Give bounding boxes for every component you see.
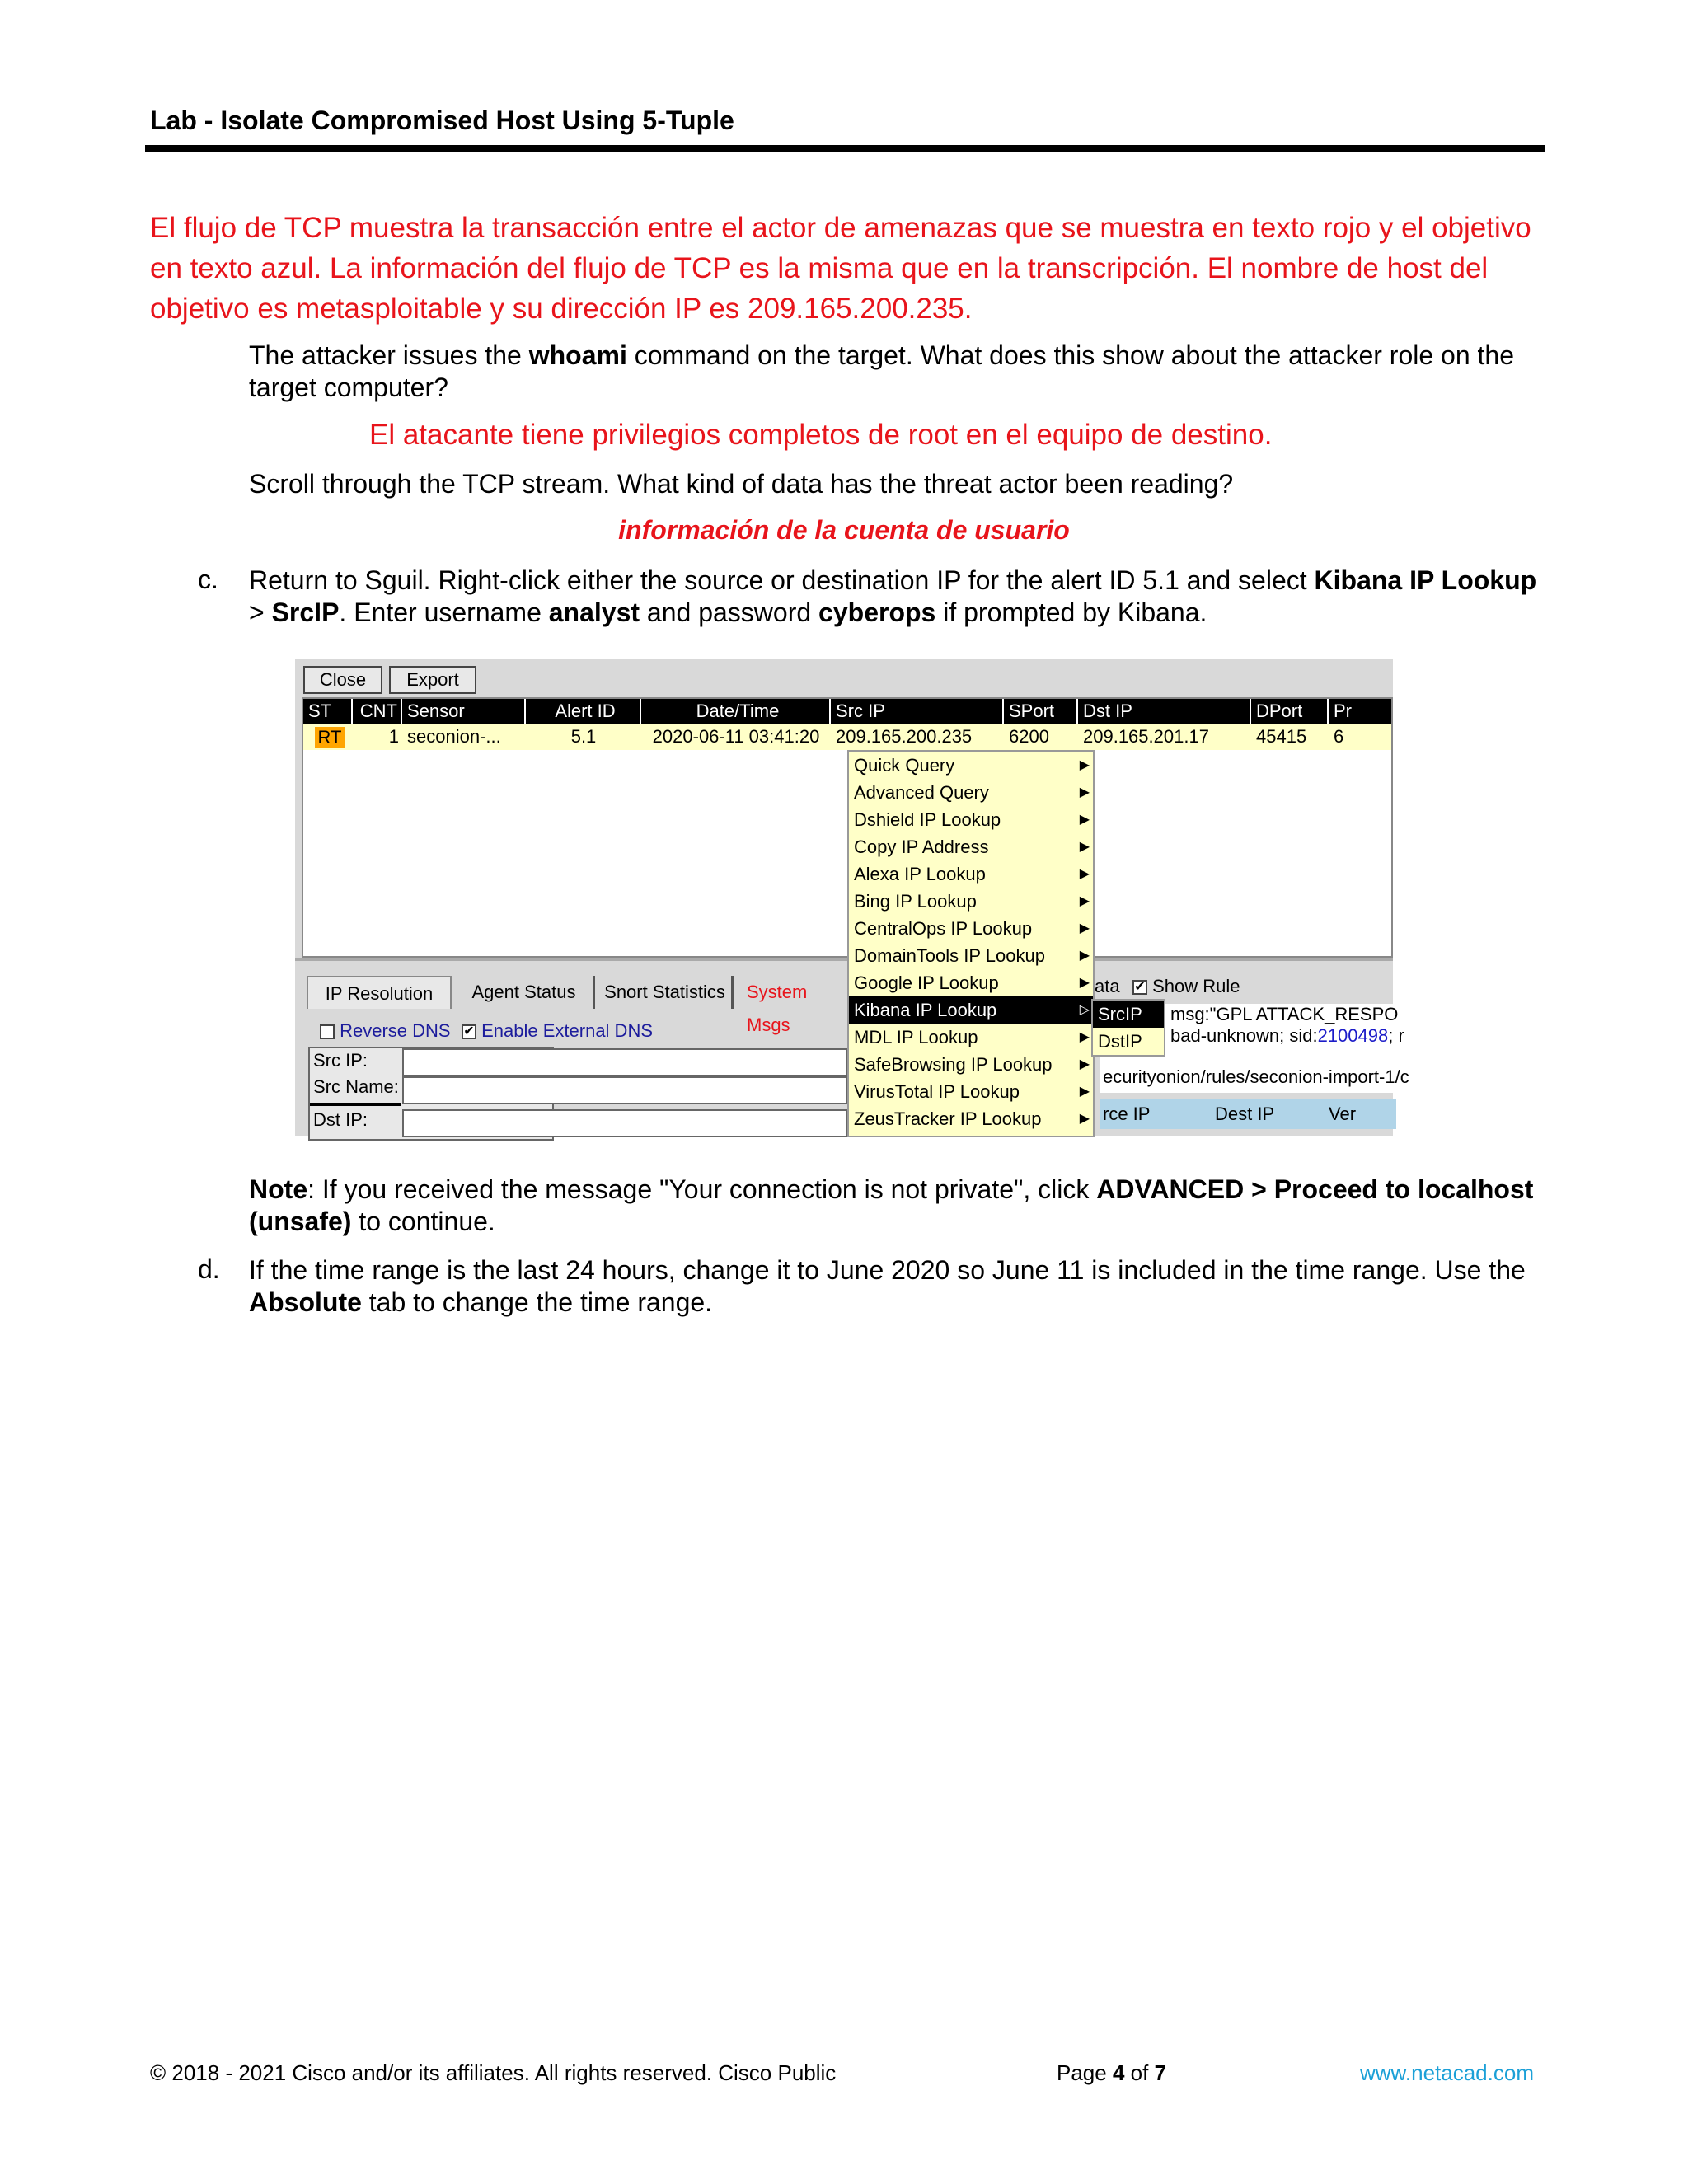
rule-sid: 2100498 bbox=[1317, 1025, 1389, 1046]
col-pr[interactable]: Pr bbox=[1334, 701, 1352, 721]
packet-header bbox=[1100, 1099, 1396, 1129]
cell-dst-ip[interactable]: 209.165.201.17 bbox=[1083, 726, 1209, 747]
step-c-t5: if prompted by Kibana. bbox=[935, 598, 1207, 627]
cell-sport: 6200 bbox=[1009, 726, 1049, 747]
menu-item-label: DomainTools IP Lookup bbox=[854, 945, 1045, 966]
note-label: Note bbox=[249, 1174, 308, 1204]
arrow-right-icon: ▶ bbox=[1079, 867, 1090, 881]
cell-pr: 6 bbox=[1334, 726, 1344, 747]
pkt-col-dest-ip: Dest IP bbox=[1215, 1104, 1275, 1124]
cell-datetime: 2020-06-11 03:41:20 bbox=[652, 726, 820, 747]
col-dport[interactable]: DPort bbox=[1251, 699, 1329, 724]
arrow-right-icon: ▶ bbox=[1079, 840, 1090, 854]
col-sensor[interactable]: Sensor bbox=[402, 699, 526, 724]
cell-dport: 45415 bbox=[1256, 726, 1307, 747]
step-c-marker: c. bbox=[198, 565, 218, 594]
menu-item-label: Quick Query bbox=[854, 755, 955, 776]
tab-ip-resolution[interactable]: IP Resolution bbox=[307, 976, 452, 1009]
menu-item-label: Kibana IP Lookup bbox=[854, 1000, 997, 1020]
show-rule-label: Show Rule bbox=[1152, 976, 1240, 996]
lower-panel bbox=[295, 958, 1409, 1136]
rule-path: ecurityonion/rules/seconion-import-1/c bbox=[1100, 1062, 1396, 1093]
menu-item-label: VirusTotal IP Lookup bbox=[854, 1081, 1020, 1102]
step-c-b2: SrcIP bbox=[271, 598, 340, 627]
tab-system-msgs[interactable]: System Msgs bbox=[747, 982, 808, 1035]
col-dst-ip[interactable]: Dst IP bbox=[1078, 699, 1251, 724]
step-c-t1: Return to Sguil. Right-click either the source or destination IP for the alert ID 5.1 and select bbox=[249, 565, 1315, 595]
menu-item-virustotal[interactable] bbox=[849, 1078, 1093, 1105]
show-rule-option[interactable] bbox=[1132, 976, 1240, 997]
cell-alert-id: 5.1 bbox=[570, 726, 597, 747]
arrow-right-icon: ▶ bbox=[1079, 758, 1090, 772]
reverse-dns-checkbox[interactable] bbox=[320, 1024, 335, 1039]
submenu-item-srcip[interactable]: SrcIP bbox=[1093, 1001, 1164, 1028]
src-name-label: Src Name: bbox=[313, 1076, 399, 1097]
step-c-t3: . Enter username bbox=[339, 598, 549, 627]
show-packet-data-label: ata bbox=[1095, 976, 1120, 996]
page-num: 4 bbox=[1112, 2060, 1125, 2085]
header-divider bbox=[145, 145, 1545, 152]
menu-item-label: ZeusTracker IP Lookup bbox=[854, 1108, 1042, 1129]
close-button[interactable]: Close bbox=[303, 666, 382, 694]
arrow-right-icon: ▶ bbox=[1079, 949, 1090, 963]
rule-class: bad-unknown; sid: bbox=[1170, 1025, 1318, 1046]
q1-post: command on the target. What does this show about the attacker role on the target computer? bbox=[249, 340, 1515, 402]
menu-item-zeustracker[interactable] bbox=[849, 1105, 1093, 1132]
step-c-t4: and password bbox=[640, 598, 819, 627]
step-d-marker: d. bbox=[198, 1254, 220, 1284]
col-sport[interactable]: SPort bbox=[1004, 699, 1078, 724]
arrow-right-icon: ▶ bbox=[1079, 976, 1090, 990]
page-header-title: Lab - Isolate Compromised Host Using 5-Tuple bbox=[150, 105, 734, 135]
tab-snort-statistics[interactable]: Snort Statistics bbox=[598, 976, 734, 1009]
menu-item-label: SafeBrowsing IP Lookup bbox=[854, 1054, 1053, 1075]
menu-item-label: Google IP Lookup bbox=[854, 972, 999, 993]
arrow-right-icon: ▷ bbox=[1079, 1003, 1090, 1017]
step-c-t2: > bbox=[249, 598, 272, 627]
arrow-right-icon: ▶ bbox=[1079, 1057, 1090, 1071]
menu-item-domaintools[interactable] bbox=[849, 942, 1093, 969]
note-t1: : If you received the message "Your connection is not private", click bbox=[307, 1174, 1097, 1204]
col-datetime[interactable]: Date/Time bbox=[641, 699, 831, 724]
step-d-t2: tab to change the time range. bbox=[361, 1287, 713, 1317]
q1-pre: The attacker issues the bbox=[249, 340, 529, 370]
src-ip-field[interactable] bbox=[402, 1048, 847, 1076]
arrow-right-icon: ▶ bbox=[1079, 813, 1090, 827]
tab-agent-status[interactable]: Agent Status bbox=[455, 976, 595, 1009]
col-st[interactable]: ST bbox=[303, 699, 353, 724]
step-c-b3: analyst bbox=[548, 598, 640, 627]
menu-item-dshield[interactable] bbox=[849, 806, 1093, 833]
menu-item-safebrowsing[interactable] bbox=[849, 1051, 1093, 1078]
sguil-screenshot bbox=[295, 659, 1409, 1136]
arrow-right-icon: ▶ bbox=[1079, 1085, 1090, 1099]
page-pre: Page bbox=[1057, 2060, 1113, 2085]
menu-item-label: Copy IP Address bbox=[854, 837, 989, 857]
intro-answer-text: El flujo de TCP muestra la transacción entre el actor de amenazas que se muestra en texto rojo y el objetivo en texto azul. La información del flujo de TCP es la misma que en la transcripción. El nombre de host del objetivo es metasploitable y su dirección IP es 209.165.200.235. bbox=[150, 212, 1531, 325]
step-d-bold: Absolute bbox=[249, 1287, 362, 1317]
rule-tail: ; r bbox=[1388, 1025, 1404, 1046]
cell-sensor: seconion-... bbox=[407, 726, 501, 747]
arrow-right-icon: ▶ bbox=[1079, 894, 1090, 908]
alerts-table-header bbox=[303, 699, 1391, 724]
menu-item-advanced-query[interactable] bbox=[849, 779, 1093, 806]
menu-item-label: MDL IP Lookup bbox=[854, 1027, 978, 1047]
src-name-field[interactable] bbox=[402, 1076, 847, 1104]
show-rule-checkbox[interactable]: ✔ bbox=[1132, 980, 1147, 995]
step-d-t1: If the time range is the last 24 hours, change it to June 2020 so June 11 is included in the time range. Use the bbox=[249, 1255, 1526, 1285]
arrow-right-icon: ▶ bbox=[1079, 1030, 1090, 1044]
footer-link[interactable]: www.netacad.com bbox=[1360, 2060, 1534, 2085]
step-c-text bbox=[249, 565, 1543, 629]
answer-whoami: El atacante tiene privilegios completos de root en el equipo de destino. bbox=[369, 419, 1273, 451]
menu-item-quick-query[interactable] bbox=[849, 752, 1093, 779]
reverse-dns-label: Reverse DNS bbox=[340, 1020, 451, 1041]
answer-tcp-stream-text: información de la cuenta de usuario bbox=[618, 515, 1070, 545]
step-c-b4: cyberops bbox=[818, 598, 936, 627]
question-tcp-stream: Scroll through the TCP stream. What kind of data has the threat actor been reading? bbox=[249, 469, 1234, 499]
status-badge: RT bbox=[315, 727, 345, 748]
arrow-right-icon: ▶ bbox=[1079, 921, 1090, 935]
menu-item-copy-ip[interactable] bbox=[849, 833, 1093, 860]
note-text bbox=[249, 1174, 1543, 1238]
menu-item-mdl[interactable] bbox=[849, 1024, 1093, 1051]
menu-item-label: Advanced Query bbox=[854, 782, 989, 803]
page-total: 7 bbox=[1154, 2060, 1167, 2085]
arrow-right-icon: ▶ bbox=[1079, 1112, 1090, 1126]
menu-item-kibana[interactable] bbox=[849, 996, 1093, 1024]
arrow-right-icon: ▶ bbox=[1079, 785, 1090, 799]
enable-external-dns-label: Enable External DNS bbox=[481, 1020, 654, 1041]
footer-page-number bbox=[1057, 2060, 1166, 2086]
col-src-ip[interactable]: Src IP bbox=[831, 699, 1004, 724]
step-d-text bbox=[249, 1254, 1543, 1319]
q1-bold: whoami bbox=[528, 340, 627, 370]
menu-item-label: Alexa IP Lookup bbox=[854, 864, 986, 884]
kibana-submenu bbox=[1091, 999, 1165, 1057]
cell-src-ip[interactable]: 209.165.200.235 bbox=[836, 726, 973, 747]
alert-row[interactable] bbox=[303, 724, 1391, 750]
note-bold: ADVANCED > Proceed to localhost (unsafe) bbox=[249, 1174, 1534, 1236]
menu-item-label: CentralOps IP Lookup bbox=[854, 918, 1033, 939]
export-button[interactable]: Export bbox=[389, 666, 476, 694]
context-menu bbox=[847, 750, 1095, 1137]
page-of: of bbox=[1124, 2060, 1155, 2085]
col-alert-id[interactable]: Alert ID bbox=[526, 699, 641, 724]
pkt-col-ver: Ver bbox=[1329, 1104, 1357, 1124]
menu-item-label: Bing IP Lookup bbox=[854, 891, 977, 912]
src-ip-label: Src IP: bbox=[313, 1050, 368, 1071]
enable-external-dns-checkbox[interactable]: ✔ bbox=[462, 1024, 476, 1039]
pkt-col-src-ip: rce IP bbox=[1103, 1104, 1151, 1124]
menu-item-centralops[interactable] bbox=[849, 915, 1093, 942]
question-whoami bbox=[249, 340, 1543, 404]
reverse-dns-option[interactable] bbox=[320, 1020, 451, 1042]
divider bbox=[310, 1103, 401, 1106]
answer-tcp-stream bbox=[0, 515, 1688, 546]
dst-ip-field[interactable] bbox=[402, 1109, 847, 1137]
footer-copyright: © 2018 - 2021 Cisco and/or its affiliates. All rights reserved. Cisco Public bbox=[150, 2060, 837, 2085]
menu-item-google[interactable] bbox=[849, 969, 1093, 996]
dst-ip-label: Dst IP: bbox=[313, 1109, 368, 1130]
note-t2: to continue. bbox=[351, 1207, 495, 1236]
step-c-b1: Kibana IP Lookup bbox=[1314, 565, 1537, 595]
menu-item-label: Dshield IP Lookup bbox=[854, 809, 1001, 830]
cell-cnt: 1 bbox=[388, 726, 399, 747]
rule-msg: msg:"GPL ATTACK_RESPO bbox=[1170, 1004, 1399, 1024]
col-cnt[interactable]: CNT bbox=[353, 699, 402, 724]
submenu-item-dstip[interactable]: DstIP bbox=[1098, 1031, 1142, 1052]
menu-item-bing[interactable] bbox=[849, 888, 1093, 915]
external-dns-option[interactable] bbox=[462, 1020, 653, 1042]
menu-item-alexa[interactable] bbox=[849, 860, 1093, 888]
